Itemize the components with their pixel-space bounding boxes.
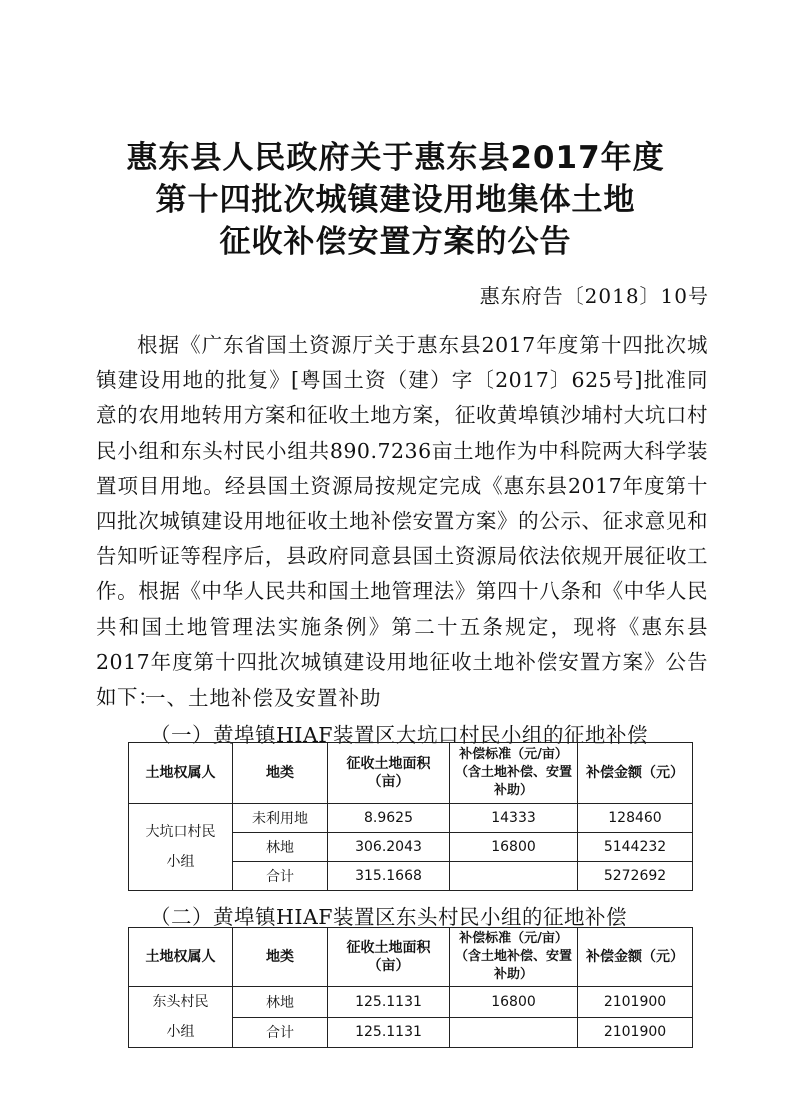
header-cell: 土地权属人 bbox=[129, 928, 233, 987]
header-cell: 补偿金额（元） bbox=[578, 743, 693, 804]
subsection-heading-2: （二）黄埠镇HIAF装置区东头村民小组的征地补偿 bbox=[150, 905, 628, 929]
header-cell: 征收土地面积（亩） bbox=[328, 743, 450, 804]
title-line-3: 征收补偿安置方案的公告 bbox=[219, 224, 572, 260]
land-type-cell: 合计 bbox=[233, 862, 328, 891]
area-cell: 8.9625 bbox=[328, 804, 450, 833]
header-cell: 补偿标准（元/亩）（含土地补偿、安置补助） bbox=[450, 928, 578, 987]
section-heading-1: 一、土地补偿及安置补助 bbox=[145, 686, 382, 710]
land-type-cell: 林地 bbox=[233, 833, 328, 862]
land-type-cell: 林地 bbox=[233, 987, 328, 1018]
title-line-2: 第十四批次城镇建设用地集体土地 bbox=[155, 182, 636, 218]
header-cell: 地类 bbox=[233, 928, 328, 987]
header-cell: 补偿标准（元/亩）（含土地补偿、安置补助） bbox=[450, 743, 578, 804]
amount-cell: 2101900 bbox=[578, 1017, 693, 1048]
table-header-row bbox=[129, 928, 693, 987]
header-cell: 补偿金额（元） bbox=[578, 928, 693, 987]
amount-cell: 5144232 bbox=[578, 833, 693, 862]
subsection-heading-1: （一）黄埠镇HIAF装置区大坑口村民小组的征地补偿 bbox=[150, 723, 649, 747]
standard-cell bbox=[450, 862, 578, 891]
area-cell: 125.1131 bbox=[328, 987, 450, 1018]
table-row bbox=[129, 804, 693, 833]
compensation-table-dongtou bbox=[128, 927, 693, 1048]
compensation-table-dakengkou bbox=[128, 742, 693, 891]
table-row bbox=[129, 987, 693, 1018]
land-type-cell: 合计 bbox=[233, 1017, 328, 1048]
header-cell: 征收土地面积（亩） bbox=[328, 928, 450, 987]
owner-cell: 大坑口村民小组 bbox=[129, 804, 233, 891]
amount-cell: 5272692 bbox=[578, 862, 693, 891]
owner-cell: 东头村民小组 bbox=[129, 987, 233, 1048]
standard-cell: 14333 bbox=[450, 804, 578, 833]
title-line-1: 惠东县人民政府关于惠东县2017年度 bbox=[126, 140, 665, 176]
amount-cell: 2101900 bbox=[578, 987, 693, 1018]
header-cell: 土地权属人 bbox=[129, 743, 233, 804]
area-cell: 306.2043 bbox=[328, 833, 450, 862]
body-paragraph: 根据《广东省国土资源厅关于惠东县2017年度第十四批次城镇建设用地的批复》[粤国土资（建）字〔2017〕625号]批准同意的农用地转用方案和征收土地方案，征收黄埠镇沙埔村大坑口村民小组和东头村民小组共890.7236亩土地作为中科院两大科学装置项目用地。经县国土资源局按规定完成《惠东县2017年度第十四批次城镇建设用地征收土地补偿安置方案》的公示、征求意见和告知听证等程序后，县政府同意县国土资源局依法依规开展征收工作。根据《中华人民共和国土地管理法》第四十八条和《中华人民共和国土地管理法实施条例》第二十五条规定，现将《惠东县2017年度第十四批次城镇建设用地征收土地补偿安置方案》公告如下： bbox=[96, 333, 708, 710]
document-number: 惠东府告〔2018〕10号 bbox=[479, 284, 709, 308]
land-type-cell: 未利用地 bbox=[233, 804, 328, 833]
standard-cell bbox=[450, 1017, 578, 1048]
amount-cell: 128460 bbox=[578, 804, 693, 833]
header-cell: 地类 bbox=[233, 743, 328, 804]
standard-cell: 16800 bbox=[450, 833, 578, 862]
standard-cell: 16800 bbox=[450, 987, 578, 1018]
area-cell: 125.1131 bbox=[328, 1017, 450, 1048]
area-cell: 315.1668 bbox=[328, 862, 450, 891]
table-header-row bbox=[129, 743, 693, 804]
